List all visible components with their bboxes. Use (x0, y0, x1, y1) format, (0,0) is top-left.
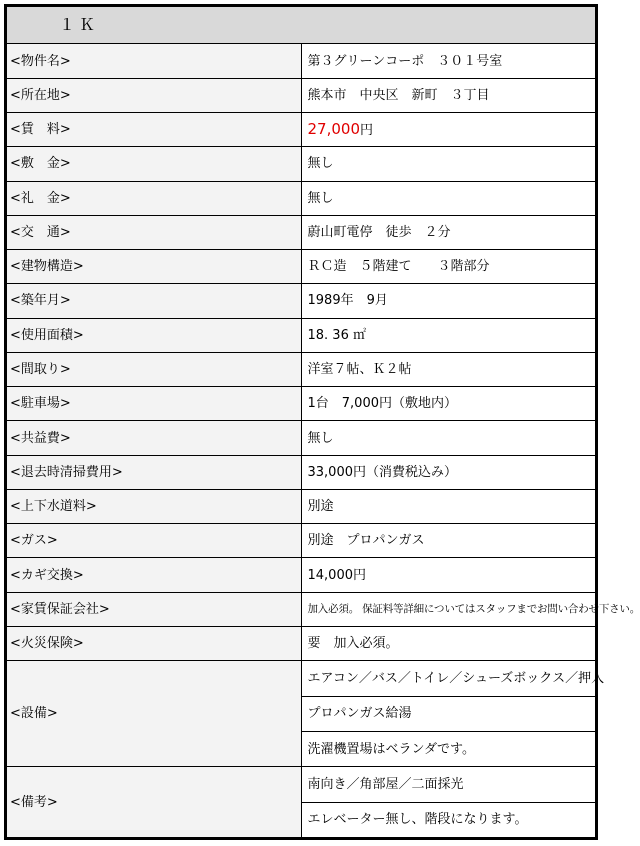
rent-unit: 円 (360, 123, 374, 139)
row-value: 14,000円 (301, 558, 596, 592)
row-value: 無し (301, 147, 596, 181)
table-row (7, 421, 596, 455)
row-value: 18. 36 ㎡ (301, 318, 596, 352)
remarks-label: <備考> (7, 767, 302, 838)
table-row (7, 250, 596, 284)
property-sheet (4, 4, 640, 840)
table-row (7, 455, 596, 489)
row-value: 無し (301, 181, 596, 215)
row-value: 第３グリーンコーポ ３０１号室 (301, 44, 596, 78)
row-label: <ガス> (7, 524, 302, 558)
row-value (301, 113, 596, 147)
row-label: <物件名> (7, 44, 302, 78)
table-row (7, 147, 596, 181)
row-label: <所在地> (7, 78, 302, 112)
remarks-row (7, 767, 596, 802)
row-label: <上下水道料> (7, 489, 302, 523)
row-label: <築年月> (7, 284, 302, 318)
table-row (7, 524, 596, 558)
row-label: <駐車場> (7, 387, 302, 421)
row-label: <敷 金> (7, 147, 302, 181)
equipment-item: プロパンガス給湯 (301, 696, 596, 731)
property-table (6, 6, 640, 838)
row-value: 33,000円（消費税込み） (301, 455, 596, 489)
layout-title: １Ｋ (7, 7, 596, 44)
table-row (7, 78, 596, 112)
row-value: 加入必須。 保証料等詳細についてはスタッフまでお問い合わせ下さい。 (301, 592, 596, 626)
table-row (7, 558, 596, 592)
table-row (7, 318, 596, 352)
row-value: 別途 (301, 489, 596, 523)
table-row (7, 592, 596, 626)
remarks-item: 南向き／角部屋／二面採光 (301, 767, 596, 802)
row-label: <火災保険> (7, 626, 302, 660)
table-row (7, 113, 596, 147)
row-label: <建物構造> (7, 250, 302, 284)
row-value: 蔚山町電停 徒歩 ２分 (301, 215, 596, 249)
row-value: 熊本市 中央区 新町 ３丁目 (301, 78, 596, 112)
table-row (7, 215, 596, 249)
table-row (7, 284, 596, 318)
row-label: <使用面積> (7, 318, 302, 352)
row-value: 洋室７帖、Ｋ２帖 (301, 352, 596, 386)
table-row (7, 489, 596, 523)
row-value: 1台 7,000円（敷地内） (301, 387, 596, 421)
table-row (7, 352, 596, 386)
equipment-label: <設備> (7, 661, 302, 767)
remarks-item: エレベーター無し、階段になります。 (301, 802, 596, 837)
table-row (7, 387, 596, 421)
equipment-item: エアコン／バス／トイレ／シューズボックス／押入 (301, 661, 596, 696)
equipment-item: 洗濯機置場はベランダです。 (301, 731, 596, 766)
row-label: <カギ交換> (7, 558, 302, 592)
row-label: <退去時清掃費用> (7, 455, 302, 489)
rent-amount: 27,000 (307, 120, 360, 139)
table-row (7, 626, 596, 660)
row-label: <間取り> (7, 352, 302, 386)
table-row (7, 181, 596, 215)
row-label: <交 通> (7, 215, 302, 249)
row-label: <賃 料> (7, 113, 302, 147)
row-value: 要 加入必須。 (301, 626, 596, 660)
table-row (7, 44, 596, 78)
row-label: <家賃保証会社> (7, 592, 302, 626)
row-label: <礼 金> (7, 181, 302, 215)
equipment-row (7, 661, 596, 696)
row-value: 1989年 9月 (301, 284, 596, 318)
row-value: 別途 プロパンガス (301, 524, 596, 558)
row-value: 無し (301, 421, 596, 455)
row-label: <共益費> (7, 421, 302, 455)
row-value: ＲＣ造 ５階建て ３階部分 (301, 250, 596, 284)
